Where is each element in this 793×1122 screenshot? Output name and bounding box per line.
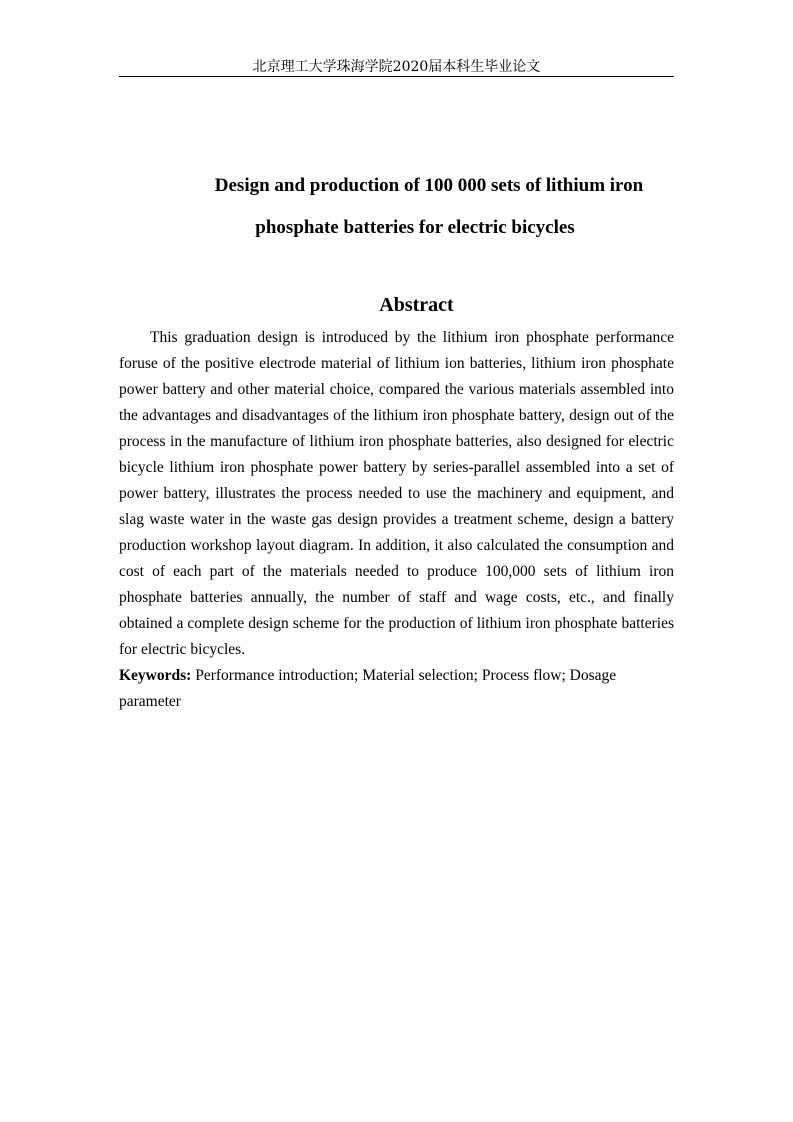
abstract-heading: Abstract — [379, 294, 454, 316]
paper-title-line2: phosphate batteries for electric bicycles — [255, 217, 575, 238]
header-rule — [119, 76, 674, 77]
paper-title — [100, 165, 730, 249]
running-header: 北京理工大学珠海学院2020届本科生毕业论文 — [252, 59, 541, 75]
keywords-label: Keywords: — [119, 667, 192, 684]
keywords — [119, 663, 639, 715]
paper-title-line1: Design and production of 100 000 sets of lithium iron — [214, 175, 644, 196]
abstract-body: This graduation design is introduced by the lithium iron phosphate performance foruse of the positive electrode material of lithium ion batteries, lithium iron phosphate power battery and other material choice, compared the various materials assembled into the advantages and disadvantages of the lithium iron phosphate battery, design out of the process in the manufacture of lithium iron phosphate batteries, also designed for electric bicycle lithium iron phosphate power battery by series-parallel assembled into a set of power battery, illustrates the process needed to use the machinery and equipment, and slag waste water in the waste gas design provides a treatment scheme, design a battery production workshop layout diagram. In addition, it also calculated the consumption and cost of each part of the materials needed to produce 100,000 sets of lithium iron phosphate batteries annually, the number of staff and wage costs, etc., and finally obtained a complete design scheme for the production of lithium iron phosphate batteries for electric bicycles. — [119, 329, 674, 658]
keywords-text: Performance introduction; Material selection; Process flow; Dosage parameter — [119, 667, 617, 710]
